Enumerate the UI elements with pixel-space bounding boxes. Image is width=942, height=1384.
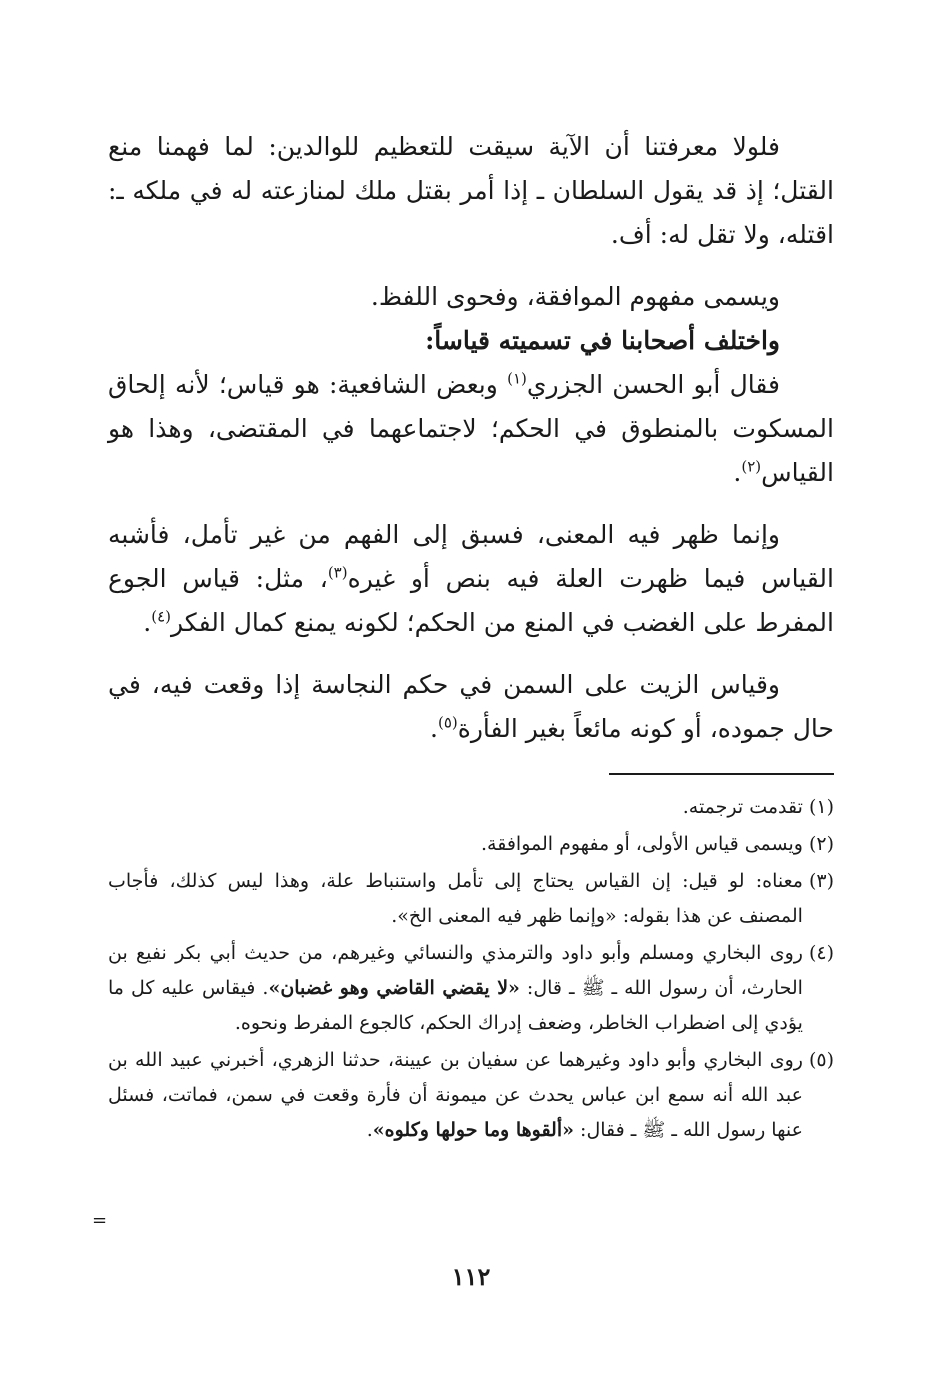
paragraph-5 — [108, 663, 834, 751]
footnote-3 — [108, 864, 834, 934]
hadith-quote: «لا يقضي القاضي وهو غضبان» — [268, 977, 520, 999]
footnote-text: تقدمت ترجمته. — [682, 796, 803, 818]
section-heading: واختلف أصحابنا في تسميته قياساً: — [425, 326, 780, 355]
paragraph-2: ويسمى مفهوم الموافقة، وفحوى اللفظ. — [370, 282, 780, 311]
footnote-text-b: . — [366, 1119, 373, 1141]
paragraph-3-text-b: وبعض الشافعية: هو قياس؛ لأنه إلحاق المسكوت بالمنطوق في الحكم؛ لاجتماعهما في المقتضى، وهذا هو القياس — [108, 370, 834, 487]
paragraph-1: فلولا معرفتنا أن الآية سيقت للتعظيم للوالدين: لما فهمنا منع القتل؛ إذ قد يقول السلطان ـ إذا أمر بقتل ملك لمنازعته له في ملكه ـ: اقتله، ولا تقل له: أف. — [108, 132, 834, 249]
footnote-number: (١) — [808, 796, 834, 818]
footnote-text — [108, 936, 803, 1041]
footnote-1 — [108, 790, 834, 825]
paragraph-5-text-b: . — [430, 714, 438, 743]
paragraph-4-text-a: وإنما ظهر فيه المعنى، فسبق إلى الفهم من غير تأمل، فأشبه القياس فيما ظهرت العلة فيه بنص أو غيره — [108, 520, 834, 593]
footnote-text: ويسمى قياس الأولى، أو مفهوم الموافقة. — [481, 833, 803, 855]
main-text — [108, 125, 834, 751]
paragraph-3-text-c: . — [733, 458, 742, 487]
continuation-mark: = — [92, 1210, 108, 1231]
footnote-text-b: . فيقاس عليه كل ما يؤدي إلى اضطراب الخاطر، وضعف إدراك الحكم، كالجوع المفرط ونحوه. — [108, 977, 803, 1034]
paragraph-5-text-a: وقياس الزيت على السمن في حكم النجاسة إذا وقعت فيه، في حال جموده، أو كونه مائعاً بغير الفأرة — [108, 670, 834, 743]
footnote-ref-2: (٢) — [741, 457, 762, 476]
footnote-separator — [609, 773, 834, 775]
footnote-number: (٢) — [808, 833, 834, 855]
footnote-text-a: روى البخاري وأبو داود وغيرهما عن سفيان بن عيينة، حدثنا الزهري، أخبرني عبيد الله بن عبد الله أنه سمع ابن عباس يحدث عن ميمونة أن فأرة وقعت في سمن، فماتت، فسئل عنها رسول الله ـ ﷺ ـ فقال: — [108, 1049, 803, 1141]
paragraph-4-text-b: ، مثل: قياس الجوع المفرط على الغضب في المنع من الحكم؛ لكونه يمنع كمال الفكر — [108, 564, 834, 637]
footnote-ref-3: (٣) — [327, 563, 348, 582]
footnote-text: معناه: لو قيل: إن القياس يحتاج إلى تأمل واستنباط علة، وهذا ليس كذلك، فأجاب المصنف عن هذا بقوله: «وإنما ظهر فيه المعنى الخ». — [108, 870, 803, 927]
footnote-number: (٣) — [808, 870, 834, 892]
footnote-ref-5: (٥) — [437, 713, 458, 732]
footnote-number: (٥) — [808, 1049, 834, 1071]
paragraph-3-text-a: فقال أبو الحسن الجزري — [526, 370, 780, 399]
footnotes — [108, 790, 834, 1150]
footnote-5 — [108, 1043, 834, 1148]
footnote-2 — [108, 827, 834, 862]
footnote-text — [108, 1043, 803, 1148]
footnote-4 — [108, 936, 834, 1041]
paragraph-4 — [108, 513, 834, 645]
paragraph-3 — [108, 363, 834, 495]
footnote-number: (٤) — [808, 942, 834, 964]
footnote-text-a: روى البخاري ومسلم وأبو داود والترمذي والنسائي وغيرهم، من حديث أبي بكر نفيع بن الحارث، أن رسول الله ـ ﷺ ـ قال: — [108, 942, 803, 999]
page-number: ١١٢ — [451, 1262, 491, 1291]
hadith-quote: «ألقوها وما حولها وكلوه» — [372, 1119, 574, 1141]
paragraph-4-text-c: . — [143, 608, 152, 637]
footnote-ref-4: (٤) — [151, 607, 171, 626]
footnote-ref-1: (١) — [507, 369, 527, 388]
